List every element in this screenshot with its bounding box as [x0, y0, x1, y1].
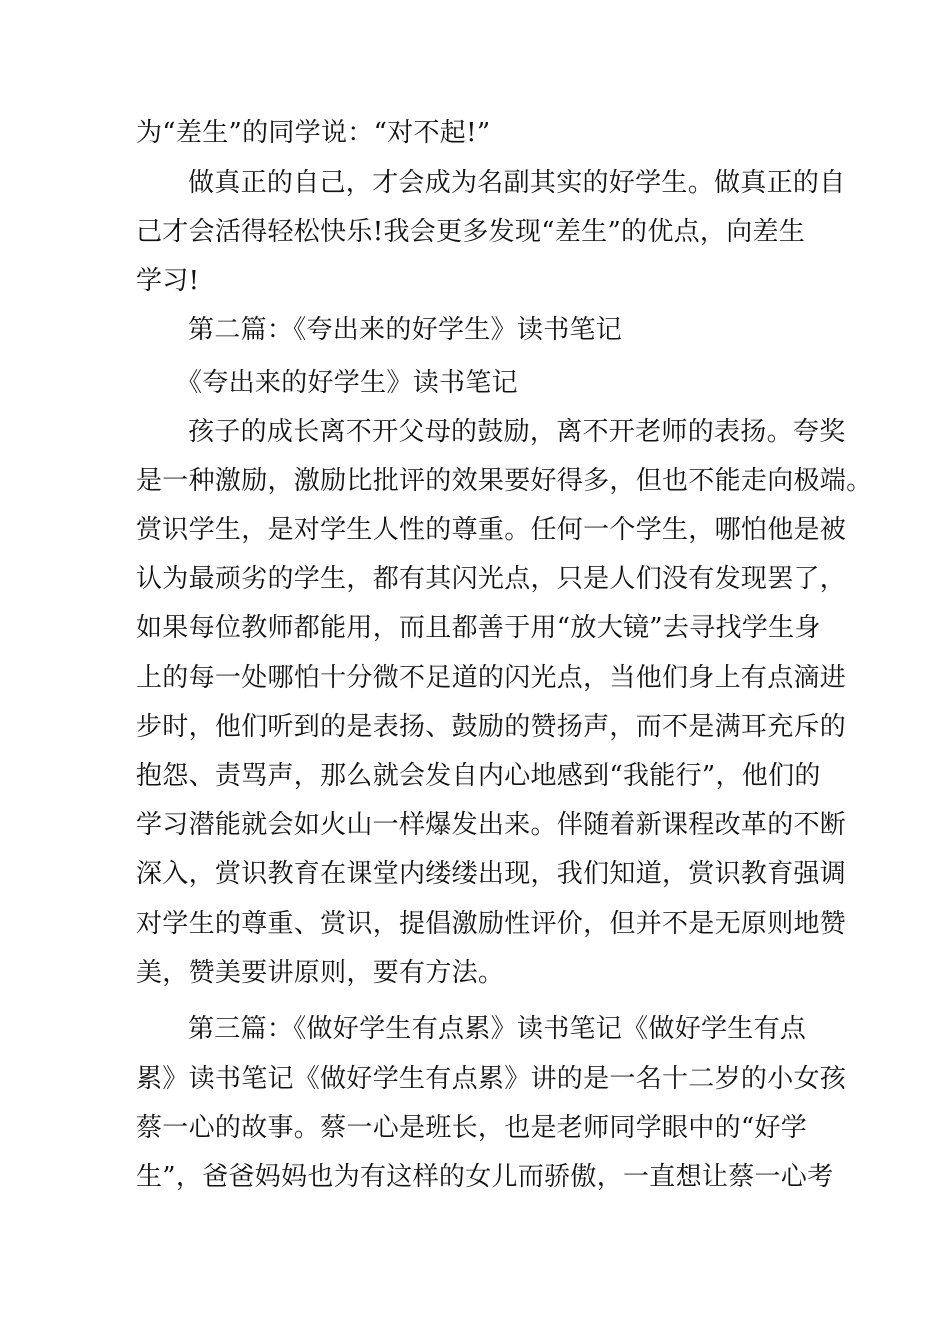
- text-line: 认为最顽劣的学生，都有其闪光点，只是人们没有发现罢了，: [136, 564, 847, 594]
- text-line: 步时，他们听到的是表扬、鼓励的赞扬声，而不是满耳充斥的: [136, 712, 847, 742]
- text-line: 己才会活得轻松快乐!我会更多发现“差生”的优点，向差生: [136, 217, 806, 247]
- text-line: 蔡一心的故事。蔡一心是班长，也是老师同学眼中的“好学: [136, 1113, 808, 1143]
- text-line: 为“差生”的同学说：“对不起!”: [136, 118, 491, 148]
- text-line: 是一种激励，激励比批评的效果要好得多，但也不能走向极端。: [136, 466, 873, 496]
- section-heading: 第三篇：《做好学生有点累》读书笔记《做好学生有点: [188, 1014, 807, 1044]
- text-line: 生”，爸爸妈妈也为有这样的女儿而骄傲，一直想让蔡一心考: [136, 1162, 834, 1192]
- text-line: 如果每位教师都能用，而且都善于用“放大镜”去寻找学生身: [136, 613, 821, 643]
- text-line: 抱怨、责骂声，那么就会发自内心地感到“我能行”，他们的: [136, 761, 821, 791]
- section-heading: 第二篇：《夸出来的好学生》读书笔记: [188, 315, 623, 345]
- text-line: 学习!: [136, 266, 200, 296]
- text-line: 孩子的成长离不开父母的鼓励，离不开老师的表扬。夸奖: [188, 417, 846, 447]
- text-line: 学习潜能就会如火山一样爆发出来。伴随着新课程改革的不断: [136, 810, 847, 840]
- text-line: 上的每一处哪怕十分微不足道的闪光点，当他们身上有点滴进: [136, 663, 847, 693]
- text-line: 做真正的自己，才会成为名副其实的好学生。做真正的自: [188, 168, 846, 198]
- text-line: 对学生的尊重、赏识，提倡激励性评价，但并不是无原则地赞: [136, 909, 847, 939]
- text-line: 累》读书笔记《做好学生有点累》讲的是一名十二岁的小女孩: [136, 1064, 847, 1094]
- text-line: 赏识学生，是对学生人性的尊重。任何一个学生，哪怕他是被: [136, 515, 847, 545]
- section-title: 《夸出来的好学生》读书笔记: [176, 368, 518, 398]
- text-line: 美，赞美要讲原则，要有方法。: [136, 958, 505, 988]
- text-line: 深入，赏识教育在课堂内缕缕出现，我们知道，赏识教育强调: [136, 859, 847, 889]
